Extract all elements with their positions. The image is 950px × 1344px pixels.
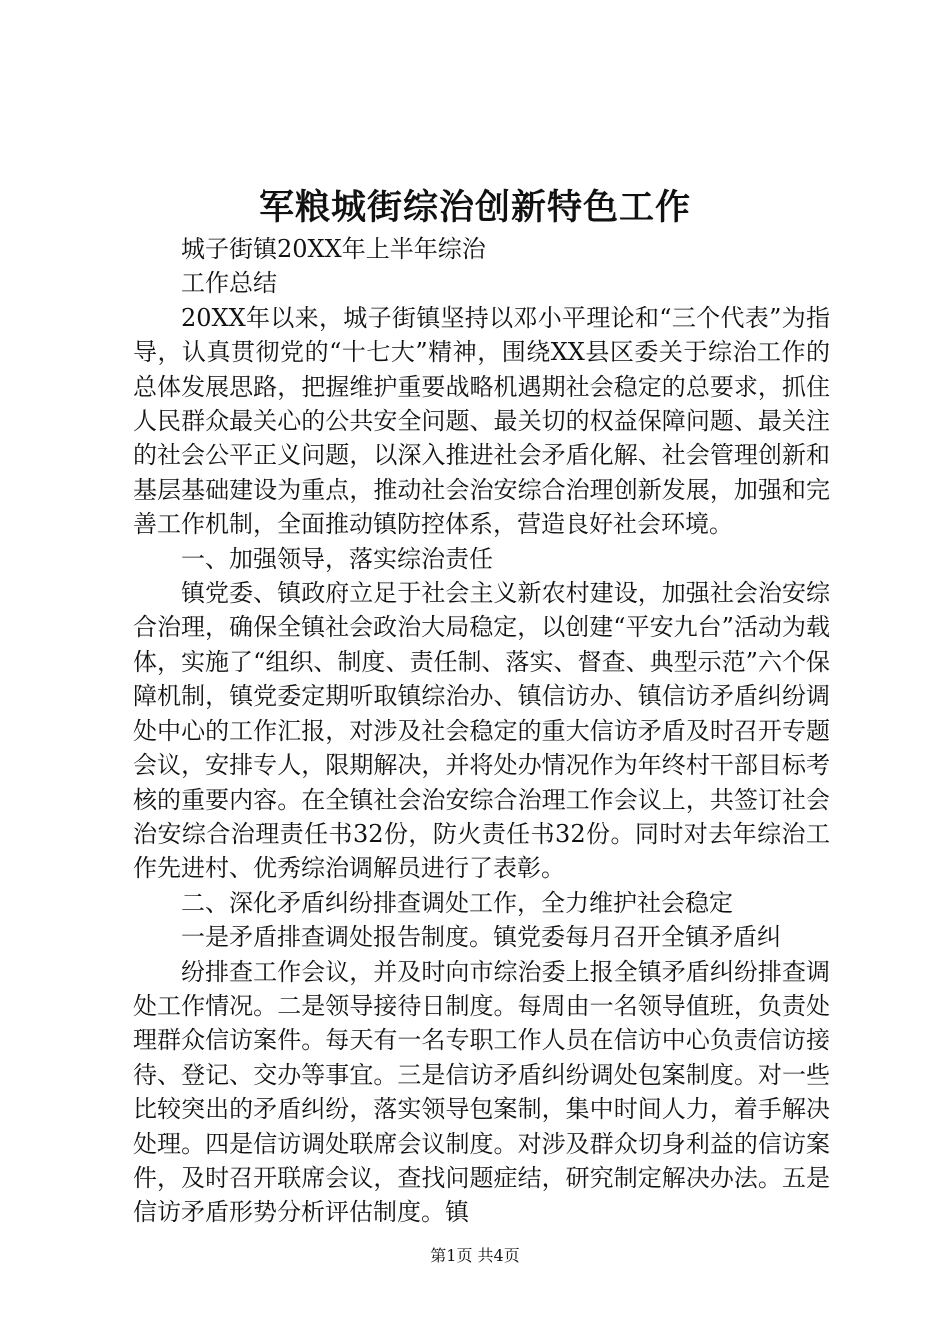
paragraph-intro: 20XX年以来，城子街镇坚持以邓小平理论和“三个代表”为指导，认真贯彻党的“十七大”精神，围绕XX县区委关于综治工作的总体发展思路，把握维护重要战略机遇期社会稳定的总要求，抓住人民群众最关心的公共安全问题、最关切的权益保障问题、最关注的社会公平正义问题，以深入推进社会矛盾化解、社会管理创新和基层基础建设为重点，推动社会治安综合治理创新发展，加强和完善工作机制，全面推动镇防控体系，营造良好社会环境。 (133, 303, 830, 539)
section-heading-2: 二、深化矛盾纠纷排查调处工作，全力维护社会稳定 (181, 888, 733, 917)
page-footer: 第1页 共4页 (430, 1246, 520, 1265)
paragraph-section-2-body: 纷排查工作会议，并及时向市综治委上报全镇矛盾纠纷排查调处工作情况。二是领导接待日制度。每周由一名领导值班，负责处理群众信访案件。每天有一名专职工作人员在信访中心负责信访接待、登记、交办等事宜。三是信访矛盾纠纷调处包案制度。对一些比较突出的矛盾纠纷，落实领导包案制，集中时间人力，着手解决处理。四是信访调处联席会议制度。对涉及群众切身利益的信访案件，及时召开联席会议，查找问题症结，研究制定解决办法。五是信访矛盾形势分析评估制度。镇 (133, 957, 830, 1227)
paragraph-section-1: 镇党委、镇政府立足于社会主义新农村建设，加强社会治安综合治理，确保全镇社会政治大局稳定，以创建“平安九台”活动为载体，实施了“组织、制度、责任制、落实、督查、典型示范”六个保障机制，镇党委定期听取镇综治办、镇信访办、镇信访矛盾纠纷调处中心的工作汇报，对涉及社会稳定的重大信访矛盾及时召开专题会议，安排专人，限期解决，并将处办情况作为年终村干部目标考核的重要内容。在全镇社会治安综合治理工作会议上，共签订社会治安综合治理责任书32份，防火责任书32份。同时对去年综治工作先进村、优秀综治调解员进行了表彰。 (133, 579, 830, 883)
document-title: 军粮城街综治创新特色工作 (258, 187, 691, 228)
document-body (133, 232, 830, 1230)
paragraph-subtitle-line-1: 城子街镇20XX年上半年综治 (181, 235, 486, 263)
paragraph-section-2-lead: 一是矛盾排查调处报告制度。镇党委每月召开全镇矛盾纠 (181, 923, 781, 952)
section-heading-1: 一、加强领导，落实综治责任 (181, 544, 493, 573)
paragraph-subtitle-line-2: 工作总结 (181, 269, 277, 298)
